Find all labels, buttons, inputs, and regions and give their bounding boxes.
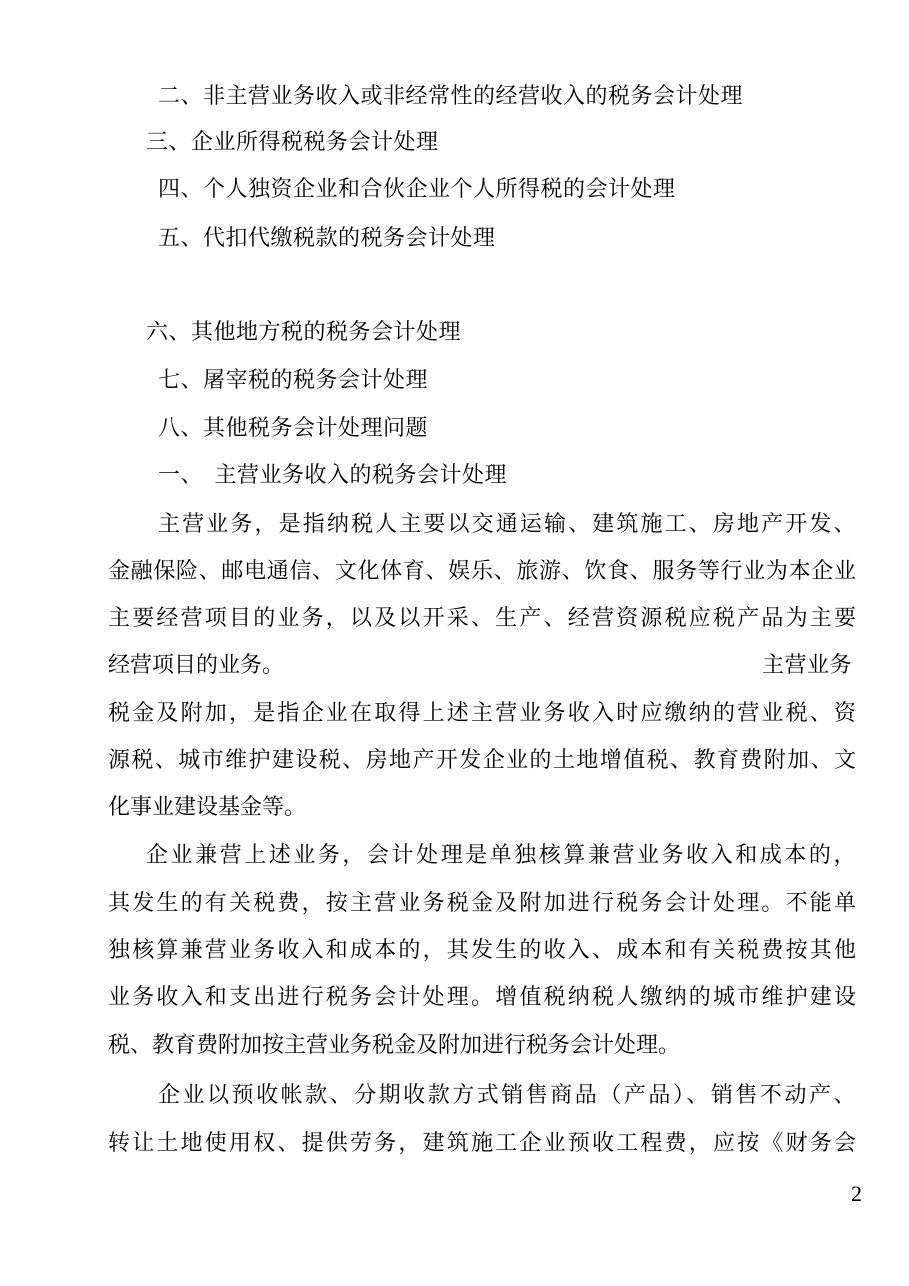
paragraph-line: 经营项目的业务。	[108, 653, 285, 678]
paragraph-line: 转让土地使用权、提供劳务，建筑施工企业预收工程费，应按《财务会	[108, 1131, 856, 1156]
paragraph-line: 企业兼营上述业务，会计处理是单独核算兼营业务收入和成本的，	[146, 843, 856, 868]
paragraph-line: 税、教育费附加按主营业务税金及附加进行税务会计处理。	[108, 1033, 681, 1058]
outline-item-8: 八、其他税务会计处理问题	[158, 416, 429, 441]
paragraph-line: 金融保险、邮电通信、文化体育、娱乐、旅游、饮食、服务等行业为本企业	[108, 559, 856, 584]
paragraph-line: 主要经营项目的业务，以及以开采、生产、经营资源税应税产品为主要	[108, 606, 856, 631]
paragraph-line: 其发生的有关税费，按主营业务税金及附加进行税务会计处理。不能单	[108, 891, 856, 916]
section-heading: 一、 主营业务收入的税务会计处理	[158, 463, 508, 488]
paragraph-line: 企业以预收帐款、分期收款方式销售商品（产品）、销售不动产、	[158, 1083, 856, 1108]
outline-item-7: 七、屠宰税的税务会计处理	[158, 368, 429, 393]
page-number: 2	[851, 1181, 862, 1206]
outline-item-3: 三、企业所得税税务会计处理	[146, 130, 439, 155]
paragraph-line: 主营业务，是指纳税人主要以交通运输、建筑施工、房地产开发、	[158, 512, 856, 537]
paragraph-line: 化事业建设基金等。	[108, 795, 307, 820]
outline-item-6: 六、其他地方税的税务会计处理	[146, 320, 462, 345]
paragraph-line: 业务收入和支出进行税务会计处理。增值税纳税人缴纳的城市维护建设	[108, 985, 856, 1010]
paragraph-line: 独核算兼营业务收入和成本的，其发生的收入、成本和有关税费按其他	[108, 938, 856, 963]
outline-item-4: 四、个人独资企业和合伙企业个人所得税的会计处理	[158, 177, 676, 202]
outline-item-5: 五、代扣代缴税款的税务会计处理	[158, 226, 496, 251]
outline-item-2: 二、非主营业务收入或非经常性的经营收入的税务会计处理	[158, 84, 744, 109]
paragraph-line: 税金及附加，是指企业在取得上述主营业务收入时应缴纳的营业税、资	[108, 701, 856, 726]
paragraph-line: 主营业务	[762, 653, 853, 678]
paragraph-line: 源税、城市维护建设税、房地产开发企业的土地增值税、教育费附加、文	[108, 748, 856, 773]
